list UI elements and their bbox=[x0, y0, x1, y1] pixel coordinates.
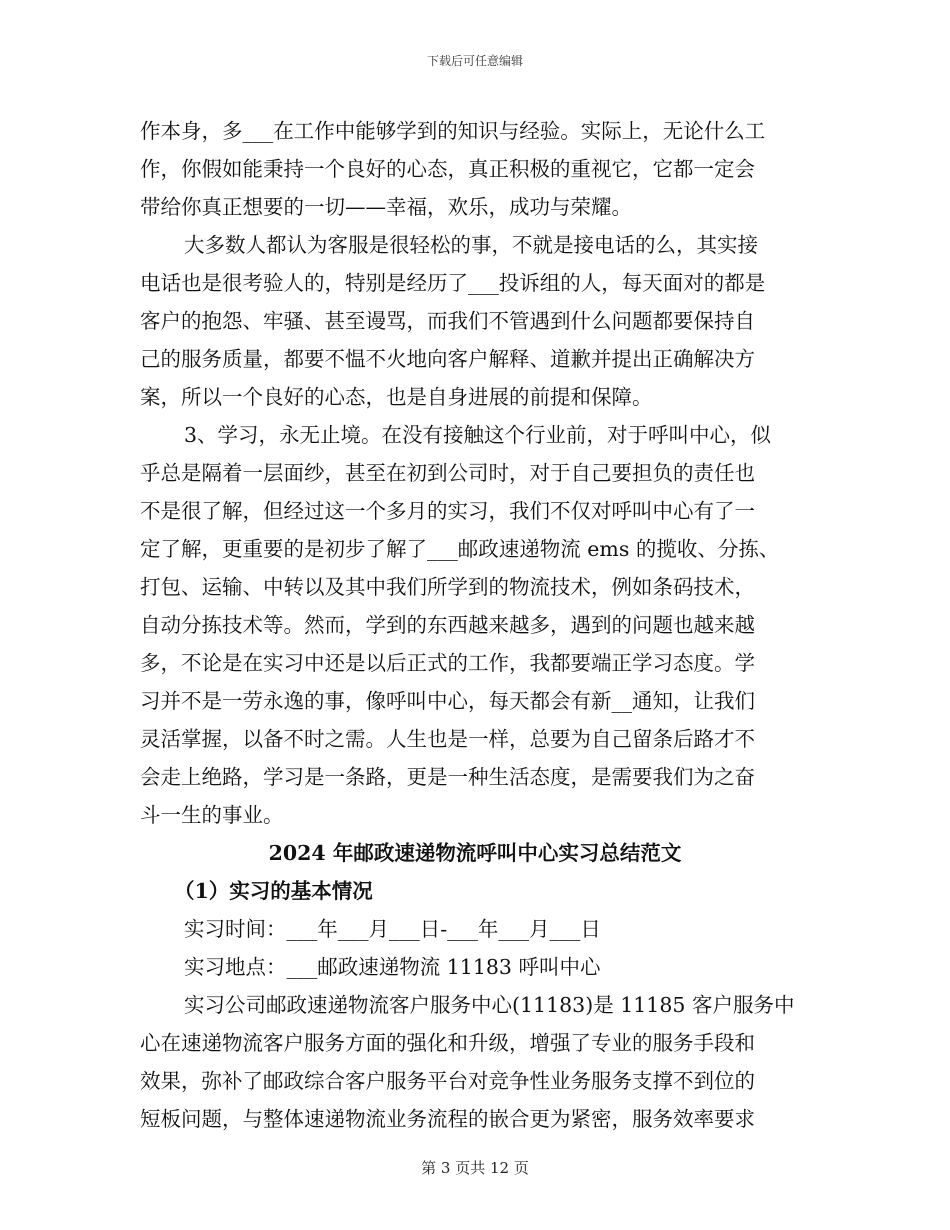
internship-place: 实习地点：___邮政速递物流 11183 呼叫中心 bbox=[184, 955, 601, 979]
text-line: 电话也是很考验人的，特别是经历了___投诉组的人，每天面对的都是 bbox=[140, 271, 766, 295]
text-line: 多，不论是在实习中还是以后正式的工作，我都要端正学习态度。学 bbox=[140, 651, 755, 675]
text-line: 效果，弥补了邮政综合客户服务平台对竞争性业务服务支撑不到位的 bbox=[140, 1069, 755, 1093]
text-line: 客户的抱怨、牢骚、甚至谩骂，而我们不管遇到什么问题都要保持自 bbox=[140, 309, 755, 333]
text-line: 带给你真正想要的一切——幸福，欢乐，成功与荣耀。 bbox=[140, 195, 632, 219]
text-line: 己的服务质量，都要不愠不火地向客户解释、道歉并提出正确解决方 bbox=[140, 347, 755, 371]
text-line: 3、学习，永无止境。在没有接触这个行业前，对于呼叫中心，似 bbox=[184, 423, 772, 447]
document-body bbox=[140, 112, 810, 1138]
page-header: 下载后可任意编辑 bbox=[426, 54, 523, 68]
text-line: 作本身，多___在工作中能够学到的知识与经验。实际上，无论什么工 bbox=[140, 119, 766, 143]
text-line: 灵活掌握，以备不时之需。人生也是一样，总要为自己留条后路才不 bbox=[140, 727, 755, 751]
section-subtitle: （1）实习的基本情况 bbox=[174, 879, 373, 903]
internship-time: 实习时间：___年___月___日-___年___月___日 bbox=[184, 917, 601, 941]
text-line: 短板问题，与整体速递物流业务流程的嵌合更为紧密，服务效率要求 bbox=[140, 1107, 755, 1131]
text-line: 不是很了解，但经过这一个多月的实习，我们不仅对呼叫中心有了一 bbox=[140, 499, 755, 523]
text-line: 大多数人都认为客服是很轻松的事，不就是接电话的么，其实接 bbox=[184, 233, 758, 257]
text-line: 自动分拣技术等。然而，学到的东西越来越多，遇到的问题也越来越 bbox=[140, 613, 755, 637]
text-line: 会走上绝路，学习是一条路，更是一种生活态度，是需要我们为之奋 bbox=[140, 765, 755, 789]
text-line: 定了解，更重要的是初步了解了___邮政速递物流 ems 的揽收、分拣、 bbox=[140, 537, 780, 561]
text-line: 作，你假如能秉持一个良好的心态，真正积极的重视它，它都一定会 bbox=[140, 157, 755, 181]
text-line: 案，所以一个良好的心态，也是自身进展的前提和保障。 bbox=[140, 385, 653, 409]
text-line: 心在速递物流客户服务方面的强化和升级，增强了专业的服务手段和 bbox=[140, 1031, 755, 1055]
text-line: 实习公司邮政速递物流客户服务中心(11183)是 11185 客户服务中 bbox=[184, 993, 795, 1017]
page-footer: 第 3 页共 12 页 bbox=[421, 1159, 529, 1177]
text-line: 打包、运输、中转以及其中我们所学到的物流技术，例如条码技术， bbox=[140, 575, 755, 599]
text-line: 习并不是一劳永逸的事，像呼叫中心，每天都会有新__通知，让我们 bbox=[140, 689, 755, 713]
section-title: 2024 年邮政速递物流呼叫中心实习总结范文 bbox=[268, 841, 682, 865]
text-line: 乎总是隔着一层面纱，甚至在初到公司时，对于自己要担负的责任也 bbox=[140, 461, 755, 485]
text-line: 斗一生的事业。 bbox=[140, 803, 284, 827]
